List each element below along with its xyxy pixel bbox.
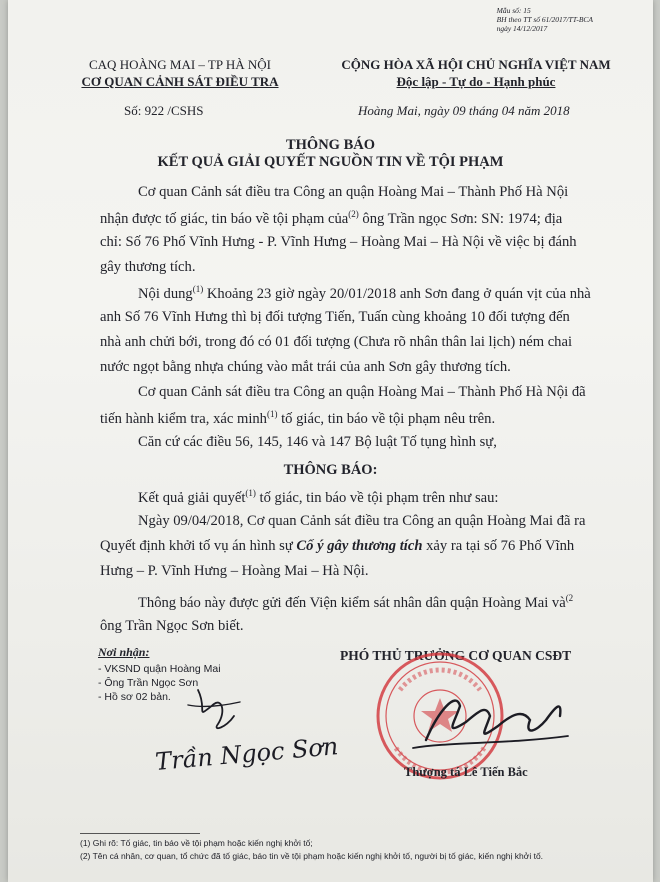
body-text: Kết quả giải quyết	[138, 489, 246, 506]
recipient-item: - Ông Trần Ngọc Sơn	[98, 677, 199, 689]
recipient-item: - Hồ sơ 02 bản.	[98, 691, 171, 703]
body-text: Thông báo này được gửi đến Viện kiểm sát nhân dân quận Hoàng Mai và	[138, 594, 566, 611]
form-date: ngày 14/12/2017	[496, 24, 548, 33]
body-text: ông Trần ngọc Sơn: SN: 1974; địa	[358, 210, 563, 227]
form-number: Mẫu số: 15	[496, 6, 531, 15]
body-line: Căn cứ các điều 56, 145, 146 và 147 Bộ luật Tố tụng hình sự,	[138, 434, 497, 450]
footnote: (2) Tên cá nhân, cơ quan, tổ chức đã tố giác, báo tin về tội phạm hoặc kiến nghị khởi tố, người bị tố giác, kiến nghị khởi tố.	[80, 851, 544, 861]
body-text: tiến hành kiểm tra, xác minh	[100, 410, 267, 427]
body-text: Khoảng 23 giờ ngày 20/01/2018 anh Sơn đang ở quán vịt của nhà	[203, 285, 591, 302]
body-text: nhận được tố giác, tin báo về tội phạm của	[100, 210, 349, 227]
footnote: (1) Ghi rõ: Tố giác, tin báo về tội phạm hoặc kiến nghị khởi tố;	[80, 838, 313, 848]
recipient-item: - VKSND quận Hoàng Mai	[98, 663, 221, 675]
document-number: Số: 922 /CSHS	[124, 103, 204, 118]
body-line: nhà anh chửi bới, trong đó có 01 đối tượng (Chưa rõ nhân thân lai lịch) ném chai	[100, 334, 573, 350]
document-subtitle: KẾT QUẢ GIẢI QUYẾT NGUỒN TIN VỀ TỘI PHẠM	[157, 154, 504, 170]
agency-name: CƠ QUAN CẢNH SÁT ĐIỀU TRA	[81, 74, 279, 89]
country-name: CỘNG HÒA XÃ HỘI CHỦ NGHĨA VIỆT NAM	[341, 57, 611, 72]
body-text: tố giác, tin báo về tội phạm trên như sau:	[255, 489, 499, 506]
motto: Độc lập - Tự do - Hạnh phúc	[396, 74, 556, 89]
form-circular: BH theo TT số 61/2017/TT-BCA	[496, 15, 593, 24]
body-line: ông Trần Ngọc Sơn biết.	[100, 618, 244, 634]
footnote-ref: (1)	[266, 409, 278, 419]
body-text: xảy ra tại số 76 Phố Vĩnh	[422, 538, 575, 554]
body-text: Quyết định khởi tố vụ án hình sự	[100, 538, 297, 554]
place-and-date: Hoàng Mai, ngày 09 tháng 04 năm 2018	[358, 103, 570, 118]
recipients-title: Nơi nhận:	[98, 645, 150, 659]
body-text: tố giác, tin báo về tội phạm nêu trên.	[277, 410, 496, 427]
handwritten-recipient-name: Trần Ngọc Sơn	[154, 732, 340, 776]
body-line: anh Số 76 Vĩnh Hưng thì bị đối tượng Tiến, Tuấn cùng khoảng 10 đối tượng đến	[100, 309, 570, 325]
signer-name: Thượng tá Lê Tiến Bắc	[404, 765, 528, 779]
seal-and-signatures	[8, 0, 653, 882]
body-line: Cơ quan Cảnh sát điều tra Công an quận Hoàng Mai – Thành Phố Hà Nội đã	[138, 384, 586, 400]
body-line: gây thương tích.	[100, 259, 196, 275]
footnote-ref: (2)	[348, 209, 359, 219]
footnote-divider	[80, 833, 200, 834]
body-line: chỉ: Số 76 Phố Vĩnh Hưng - P. Vĩnh Hưng – Hoàng Mai – Hà Nội về việc bị đánh	[100, 234, 577, 250]
body-line: nước ngọt bằng nhựa chúng vào mắt trái của anh Sơn gây thương tích.	[100, 359, 511, 375]
body-line: Hưng – P. Vĩnh Hưng – Hoàng Mai – Hà Nội.	[100, 563, 369, 579]
document-title: THÔNG BÁO	[285, 137, 376, 153]
notice-heading: THÔNG BÁO:	[283, 462, 378, 478]
recipient-signature	[198, 690, 234, 728]
document-page	[8, 0, 653, 882]
body-text: Nội dung	[138, 285, 193, 302]
body-line: Ngày 09/04/2018, Cơ quan Cảnh sát điều tra Công an quận Hoàng Mai đã ra	[138, 513, 586, 529]
footnote-ref: (1)	[245, 488, 256, 498]
agency-parent: CAQ HOÀNG MAI – TP HÀ NỘI	[89, 57, 271, 72]
footnote-ref: (2	[565, 593, 574, 603]
footnote-ref: (1)	[192, 284, 204, 294]
body-line: Cơ quan Cảnh sát điều tra Công an quận Hoàng Mai – Thành Phố Hà Nội	[138, 184, 569, 200]
charge-name: Cố ý gây thương tích	[296, 538, 423, 554]
signer-title: PHÓ THỦ TRƯỞNG CƠ QUAN CSĐT	[340, 648, 572, 663]
